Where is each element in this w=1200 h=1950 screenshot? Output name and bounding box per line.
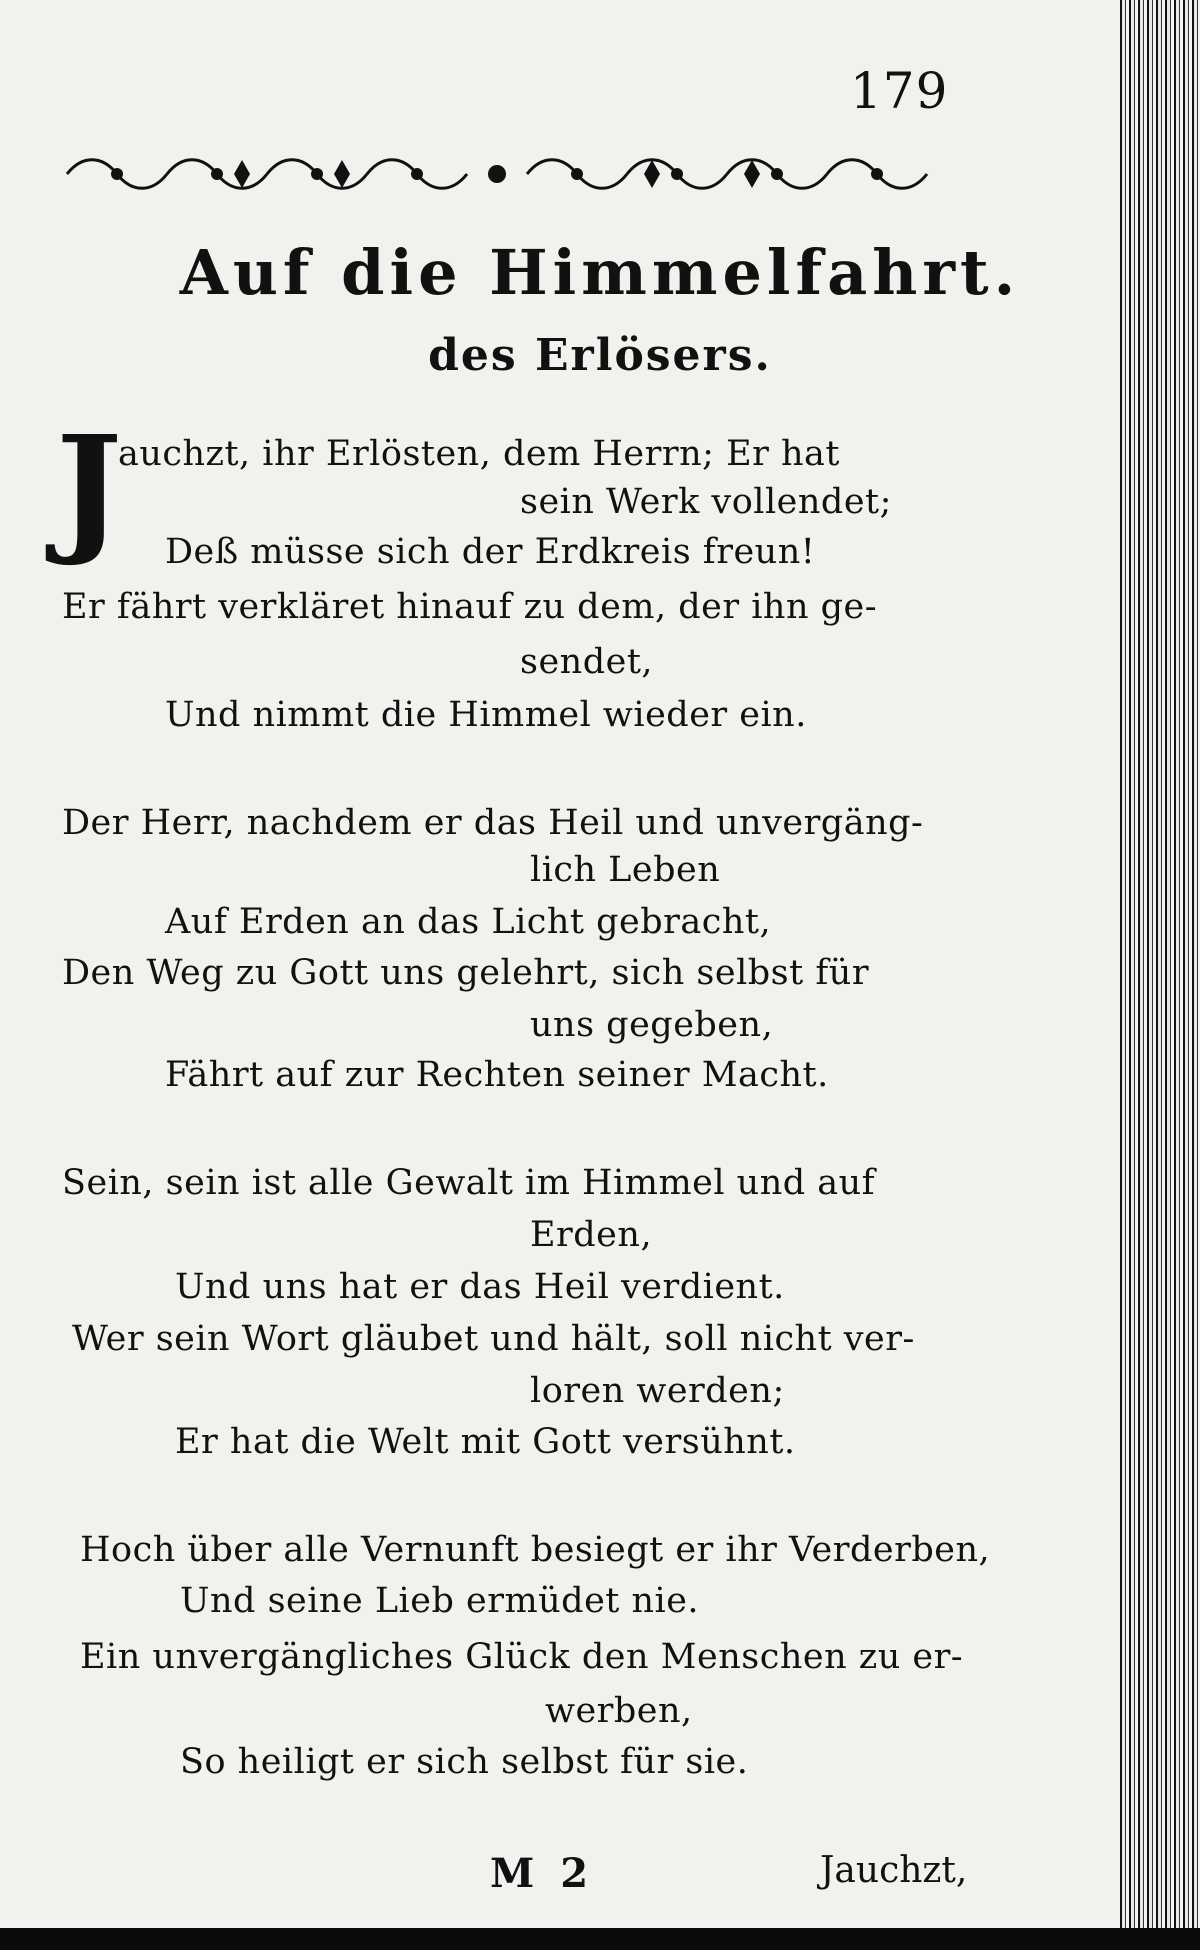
poem-line: Erden, [530,1215,653,1255]
poem-line: Sein, sein ist alle Gewalt im Himmel und auf [62,1163,876,1203]
poem-line: Deß müsse sich der Erdkreis freun! [165,532,816,572]
poem-line: uns gegeben, [530,1005,774,1045]
poem-line: werben, [545,1691,693,1731]
poem-line: Und uns hat er das Heil verdient. [175,1267,785,1307]
poem-line: auchzt, ihr Erlösten, dem Herrn; Er hat [118,434,840,474]
ornament-band [62,150,934,198]
poem-line: Auf Erden an das Licht gebracht, [165,902,772,942]
poem-line: Hoch über alle Vernunft besiegt er ihr Verderben, [80,1530,991,1570]
poem-title: Auf die Himmelfahrt. [179,236,1021,309]
poem-line: Er fährt verkläret hinauf zu dem, der ihn ge- [62,587,878,627]
poem-line: Ein unvergängliches Glück den Menschen zu er- [80,1637,964,1677]
poem-line: Der Herr, nachdem er das Heil und unvergäng- [62,803,924,843]
poem-line: sendet, [520,642,654,682]
signature-mark: M 2 [490,1850,595,1897]
bottom-edge [0,1928,1200,1950]
poem-line: Und seine Lieb ermüdet nie. [180,1581,700,1621]
poem-line: sein Werk vollendet; [520,482,892,522]
poem-line: Er hat die Welt mit Gott versühnt. [175,1422,796,1462]
poem-line: loren werden; [530,1371,785,1411]
poem-line: So heiligt er sich selbst für sie. [180,1742,749,1782]
poem-line: Fährt auf zur Rechten seiner Macht. [165,1055,829,1095]
poem-line: Und nimmt die Himmel wieder ein. [165,695,807,735]
ornament-icon [62,150,934,198]
poem-line: Den Weg zu Gott uns gelehrt, sich selbst für [62,953,870,993]
page-number: 179 [850,62,949,120]
catchword: Jauchzt, [820,1850,968,1891]
poem-line: lich Leben [530,850,721,890]
poem-subtitle: des Erlösers. [428,330,772,381]
poem-line: Wer sein Wort gläubet und hält, soll nicht ver- [72,1319,915,1359]
drop-cap: J [56,406,123,570]
